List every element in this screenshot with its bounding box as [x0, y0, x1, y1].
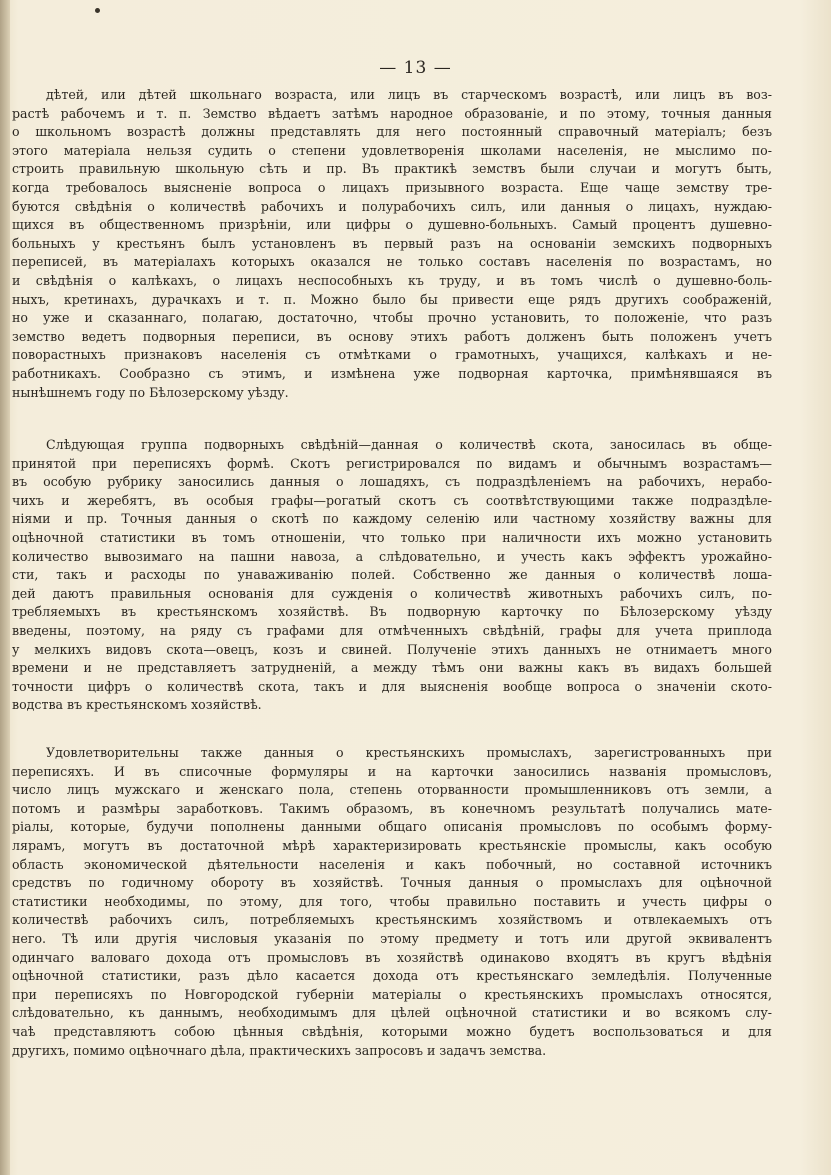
text-line: въ особую рубрику заносились данныя о лошадяхъ, съ подраздѣленіемъ на рабочихъ, нерабо- — [12, 474, 772, 490]
text-line: при переписяхъ по Новгородской губерніи матеріалы о крестьянскихъ промыслахъ относятся, — [12, 986, 772, 1002]
text-line: Слѣдующая группа подворныхъ свѣдѣній—данная о количествѣ скота, заносилась въ обще- — [46, 437, 772, 452]
text-line: потомъ и размѣры заработковъ. Такимъ образомъ, въ конечномъ результатѣ получались мате- — [12, 800, 772, 816]
text-line: когда требовалось выясненіе вопроса о лицахъ призывного возраста. Еще чаще земству тре- — [12, 179, 772, 195]
text-line: Удовлетворительны также данныя о крестьянскихъ промыслахъ, зарегистрованныхъ при — [46, 745, 772, 760]
text-line: времени и не представляетъ затрудненій, а между тѣмъ они важны какъ въ видахъ большей — [12, 660, 772, 676]
text-line: оцѣночной статистики, разъ дѣло касается дохода отъ крестьянскаго земледѣлія. Полученные — [12, 968, 772, 984]
text-line: количествѣ рабочихъ силъ, потребляемыхъ крестьянскимъ хозяйствомъ и отвлекаемыхъ отъ — [12, 912, 772, 928]
text-line: земство ведетъ подворныя переписи, въ основу этихъ работъ долженъ быть положенъ учетъ — [12, 328, 772, 344]
text-line: количество вывозимаго на пашни навоза, а слѣдовательно, и учесть какъ эффектъ урожайно- — [12, 548, 772, 564]
text-line: одинчаго валоваго дохода отъ промысловъ въ хозяйствѣ одинаково входятъ въ кругъ вѣдѣнія — [12, 949, 772, 965]
text-line: и свѣдѣнія о калѣкахъ, о лицахъ неспособныхъ къ труду, и въ томъ числѣ о душевно-боль- — [12, 272, 772, 288]
text-line: оцѣночной статистики въ томъ отношеніи, что только при наличности ихъ можно установить — [12, 529, 772, 545]
text-line: средствъ по годичному обороту въ хозяйствѣ. Точныя данныя о промыслахъ для оцѣночной — [12, 875, 772, 891]
text-line: слѣдовательно, къ даннымъ, необходимымъ для цѣлей оцѣночной статистики и во всякомъ слу- — [12, 1005, 772, 1021]
text-line: растѣ рабочемъ и т. п. Земство вѣдаетъ затѣмъ народное образованіе, и по этому, точныя данныя — [12, 105, 772, 121]
text-line: больныхъ у крестьянъ былъ установленъ въ первый разъ на основаніи земскихъ подворныхъ — [12, 235, 772, 251]
ink-speck — [95, 8, 100, 13]
text-line: сти, такъ и расходы по унаваживанію полей. Собственно же данныя о количествѣ лоша- — [12, 567, 772, 583]
text-line: дѣтей, или дѣтей школьнаго возраста, или лицъ въ старческомъ возрастѣ, или лицъ въ воз- — [46, 87, 772, 102]
text-line: статистики необходимы, по этому, для того, чтобы правильно поставить и учесть цифры о — [12, 893, 772, 909]
text-line: ріалы, которые, будучи пополнены данными общаго описанія промысловъ по особымъ форму- — [12, 819, 772, 835]
text-line: ныхъ, кретинахъ, дурачкахъ и т. п. Можно было бы привести еще рядъ другихъ соображеній, — [12, 291, 772, 307]
text-line: принятой при переписяхъ формѣ. Скотъ регистрировался по видамъ и обычнымъ возрастамъ— — [12, 455, 772, 471]
text-line: о школьномъ возрастѣ должны представлять для него постоянный справочный матеріалъ; безъ — [12, 124, 772, 140]
text-line: введены, поэтому, на ряду съ графами для отмѣченныхъ свѣдѣній, графы для учета приплода — [12, 622, 772, 638]
text-line: у мелкихъ видовъ скота—овецъ, козъ и свиней. Полученіе этихъ данныхъ не отнимаетъ много — [12, 641, 772, 657]
text-line: число лицъ мужскаго и женскаго пола, степень оторванности промышленниковъ отъ земли, а — [12, 782, 772, 798]
text-line: чихъ и жеребятъ, въ особыя графы—рогатый скотъ съ соотвѣтствующими также подраздѣле- — [12, 492, 772, 508]
page-number: — 13 — — [379, 58, 452, 78]
text-line: переписяхъ. И въ списочные формуляры и на карточки заносились названія промысловъ, — [12, 763, 772, 779]
text-line: этого матеріала нельзя судить о степени удовлетворенія школами населенія, не мыслимо по- — [12, 142, 772, 158]
text-line: буются свѣдѣнія о количествѣ рабочихъ и полурабочихъ силъ, или данныя о лицахъ, нуждаю- — [12, 198, 772, 214]
text-line: него. Тѣ или другія числовыя указанія по этому предмету и тотъ или другой эквивалентъ — [12, 930, 772, 946]
text-line: область экономической дѣятельности населенія и какъ побочный, но составной источникъ — [12, 856, 772, 872]
text-line: другихъ, помимо оцѣночнаго дѣла, практическихъ запросовъ и задачъ земства. — [12, 1042, 547, 1058]
text-line: лярамъ, могутъ въ достаточной мѣрѣ характеризировать крестьянскіе промыслы, какъ особую — [12, 837, 772, 853]
text-line: ніями и пр. Точныя данныя о скотѣ по каждому селенію или частному хозяйству важны для — [12, 511, 772, 527]
text-line: нынѣшнемъ году по Бѣлозерскому уѣзду. — [12, 384, 289, 400]
text-line: водства въ крестьянскомъ хозяйствѣ. — [12, 697, 262, 713]
text-line: щихся въ общественномъ призрѣніи, или цифры о душевно-больныхъ. Самый процентъ душевно- — [12, 217, 772, 233]
text-line: но уже и сказаннаго, полагаю, достаточно, чтобы прочно установить, то положеніе, что разъ — [12, 310, 772, 326]
paragraph-3 — [12, 744, 772, 1060]
paragraph-1 — [12, 86, 772, 402]
text-line: требляемыхъ въ крестьянскомъ хозяйствѣ. Въ подворную карточку по Бѣлозерскому уѣзду — [12, 604, 772, 620]
paragraph-2 — [12, 436, 772, 715]
book-spine-shadow — [0, 0, 10, 1175]
text-line: работникахъ. Сообразно съ этимъ, и измѣнена уже подворная карточка, примѣнявшаяся въ — [12, 365, 772, 381]
text-line: строить правильную школьную сѣть и пр. Въ практикѣ земствъ были случаи и могутъ быть, — [12, 161, 772, 177]
text-line: переписей, въ матеріалахъ которыхъ оказался не только составъ населенія по возрастамъ, но — [12, 254, 772, 270]
text-line: дей даютъ правильныя основанія для сужденія о количествѣ животныхъ рабочихъ силъ, по- — [12, 585, 772, 601]
text-line: поворастныхъ признаковъ населенія съ отмѣтками о грамотныхъ, учащихся, калѣкахъ и не- — [12, 347, 772, 363]
text-line: точности цифръ о количествѣ скота, такъ и для выясненія вообще вопроса о значеніи ското- — [12, 678, 772, 694]
text-line: чаѣ представляютъ собою цѣнныя свѣдѣнія, которыми можно будетъ воспользоваться и для — [12, 1023, 772, 1039]
